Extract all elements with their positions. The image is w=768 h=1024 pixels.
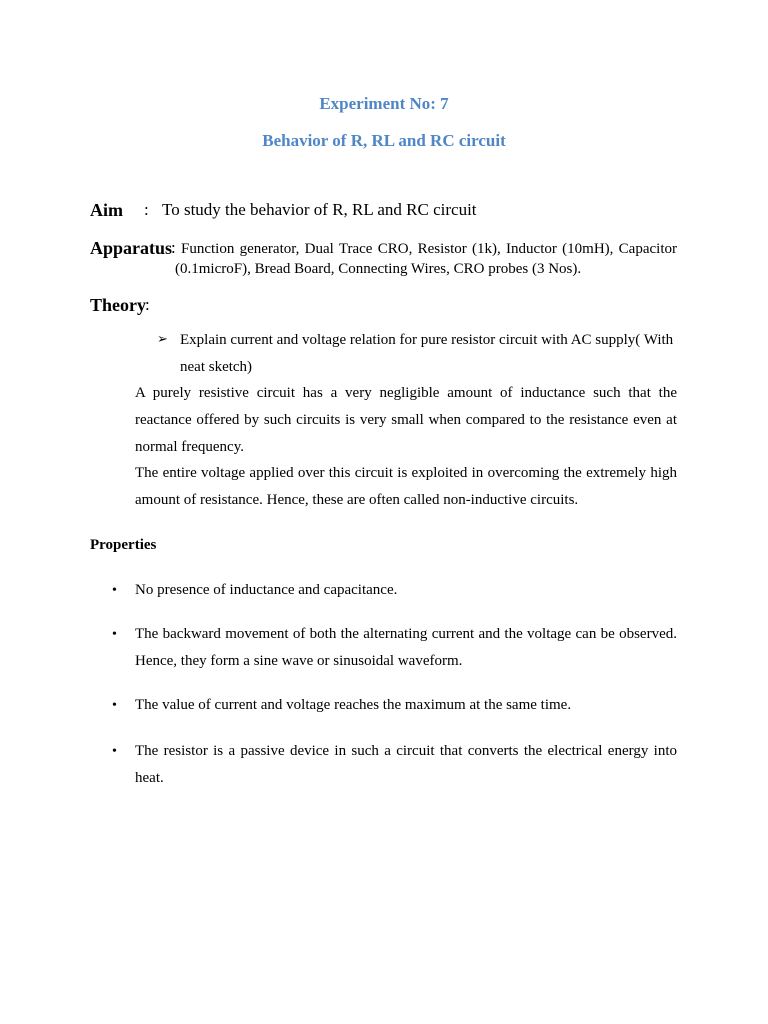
property-item-2: The backward movement of both the alternating current and the voltage can be observed. Hence, they form a sine wave or sinusoidal waveform.: [135, 626, 677, 669]
arrow-bullet-icon: ➢: [157, 331, 168, 346]
aim-label: Aim: [90, 200, 123, 220]
apparatus-colon: :: [171, 238, 176, 257]
property-item-3: The value of current and voltage reaches the maximum at the same time.: [135, 697, 572, 713]
bullet-icon: •: [112, 583, 117, 598]
property-item-1: No presence of inductance and capacitance.: [135, 582, 398, 598]
experiment-number: Experiment No: 7: [319, 94, 449, 113]
apparatus-text-line2: (0.1microF), Bread Board, Connecting Wires, CRO probes (3 Nos).: [175, 261, 582, 277]
theory-paragraph-1: A purely resistive circuit has a very negligible amount of inductance such that the reactance offered by such circuits is very small when compared to the resistance even at normal frequency.: [135, 385, 677, 455]
apparatus-text-line1: Function generator, Dual Trace CRO, Resistor (1k), Inductor (10mH), Capacitor: [181, 241, 677, 257]
bullet-icon: •: [112, 744, 117, 759]
aim-text: To study the behavior of R, RL and RC circuit: [162, 200, 477, 219]
theory-question: Explain current and voltage relation for pure resistor circuit with AC supply( With neat sketch): [180, 332, 674, 375]
theory-colon: :: [145, 295, 150, 314]
properties-heading: Properties: [90, 537, 157, 553]
theory-label: Theory: [90, 295, 146, 315]
property-item-4: The resistor is a passive device in such a circuit that converts the electrical energy into heat.: [135, 743, 677, 786]
aim-colon: :: [144, 200, 149, 219]
apparatus-label: Apparatus: [90, 238, 173, 258]
bullet-icon: •: [112, 627, 117, 642]
experiment-title: Behavior of R, RL and RC circuit: [262, 131, 506, 150]
bullet-icon: •: [112, 698, 117, 713]
theory-paragraph-2: The entire voltage applied over this circuit is exploited in overcoming the extremely high amount of resistance. Hence, these are often called non-inductive circuits.: [135, 465, 677, 508]
